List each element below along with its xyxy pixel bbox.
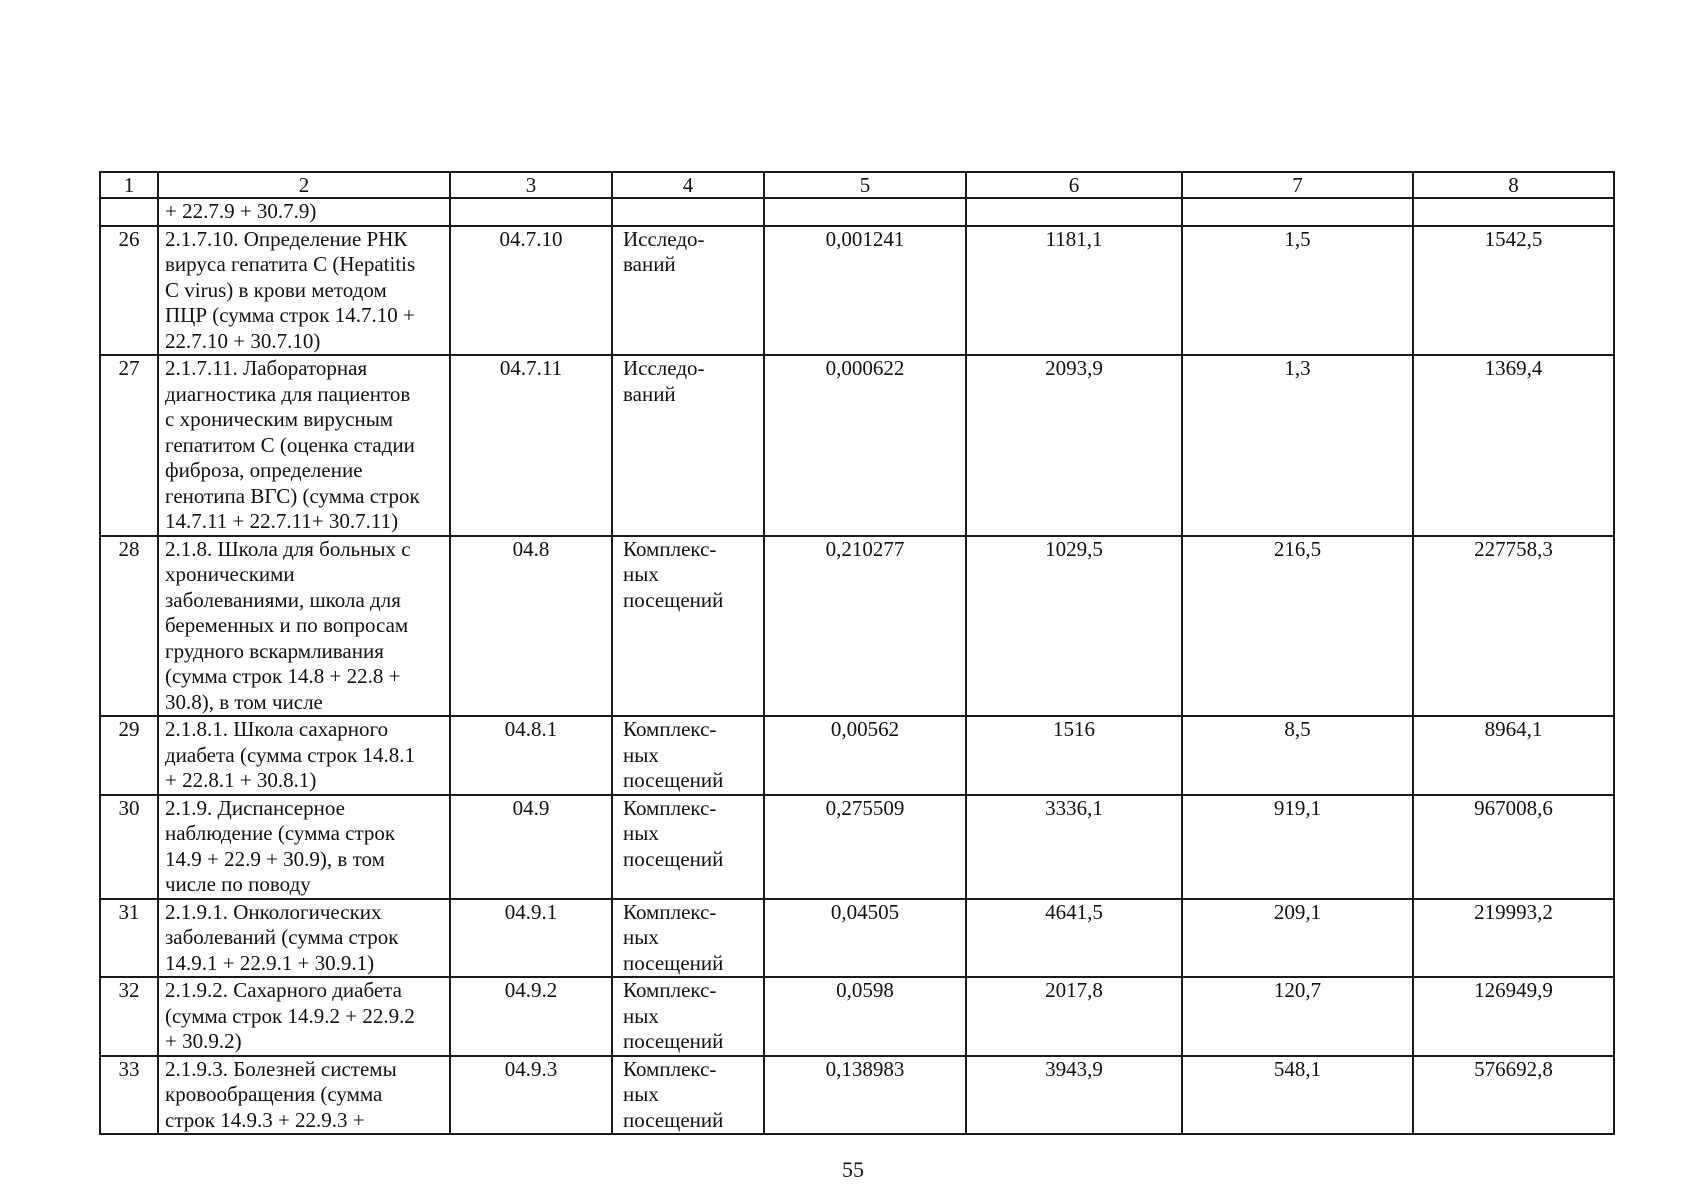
value-cell-col7: [1182, 198, 1413, 226]
row-number-cell: 27: [100, 355, 158, 536]
description-cell: [158, 355, 450, 536]
code-cell: 04.7.11: [450, 355, 612, 536]
description-cell: [158, 899, 450, 978]
value-cell-col8: 227758,3: [1413, 536, 1614, 717]
unit-cell: [612, 899, 764, 978]
value-cell-col5: 0,001241: [764, 226, 966, 356]
value-cell-col5: 0,210277: [764, 536, 966, 717]
description-line: (сумма строк 14.8 + 22.8 +: [165, 664, 401, 688]
description-cell: [158, 977, 450, 1056]
unit-line: посещений: [623, 587, 724, 612]
unit-cell: [612, 226, 764, 356]
column-header-4: 4: [612, 172, 764, 198]
value-cell-col6: 4641,5: [966, 899, 1182, 978]
description-line: 2.1.8. Школа для больных с: [165, 536, 411, 561]
description-line: фиброза, определение: [165, 458, 363, 482]
unit-line: ваний: [623, 381, 676, 406]
table-body: [100, 198, 1614, 1134]
value-cell-col7: 216,5: [1182, 536, 1413, 717]
description-line: гепатитом С (оценка стадии: [165, 432, 415, 457]
value-cell-col8: [1413, 198, 1614, 226]
value-cell-col8: 8964,1: [1413, 716, 1614, 795]
description-line: С virus) в крови методом: [165, 277, 387, 302]
code-cell: 04.8.1: [450, 716, 612, 795]
description-line: числе по поводу: [165, 872, 311, 896]
unit-line: Комплекс-: [623, 717, 717, 741]
column-header-2: 2: [158, 172, 450, 198]
description-line: + 22.7.9 + 30.7.9): [165, 199, 317, 223]
description-line: генотипа ВГС) (сумма строк: [165, 483, 420, 508]
row-number-cell: 26: [100, 226, 158, 356]
description-line: строк 14.9.3 + 22.9.3 +: [165, 1107, 365, 1132]
unit-line: ных: [623, 821, 659, 845]
value-cell-col7: 548,1: [1182, 1056, 1413, 1135]
description-cell: [158, 1056, 450, 1135]
column-header-5: 5: [764, 172, 966, 198]
description-line: диагностика для пациентов: [165, 381, 411, 406]
unit-line: Комплекс-: [623, 1056, 717, 1081]
code-cell: 04.9.2: [450, 977, 612, 1056]
value-cell-col7: 1,5: [1182, 226, 1413, 356]
description-line: 2.1.9.3. Болезней системы: [165, 1056, 397, 1081]
description-line: 2.1.9. Диспансерное: [165, 795, 345, 820]
value-cell-col6: 2017,8: [966, 977, 1182, 1056]
continuation-row: [100, 198, 1614, 226]
description-line: наблюдение (сумма строк: [165, 821, 396, 845]
value-cell-col7: 209,1: [1182, 899, 1413, 978]
value-cell-col5: 0,000622: [764, 355, 966, 536]
unit-line: Исследо-: [623, 226, 705, 251]
description-line: заболеваниями, школа для: [165, 587, 401, 612]
row-number-cell: [100, 198, 158, 226]
description-cell: [158, 198, 450, 226]
description-line: 30.8), в том числе: [165, 689, 323, 714]
table-row: [100, 536, 1614, 717]
description-line: заболеваний (сумма строк: [165, 925, 399, 949]
description-line: + 22.8.1 + 30.8.1): [165, 768, 317, 792]
unit-line: ных: [623, 1003, 659, 1028]
code-cell: 04.7.10: [450, 226, 612, 356]
description-line: хроническими: [165, 562, 295, 586]
row-number-cell: 30: [100, 795, 158, 899]
value-cell-col8: 967008,6: [1413, 795, 1614, 899]
column-header-7: 7: [1182, 172, 1413, 198]
value-cell-col6: [966, 198, 1182, 226]
description-line: 2.1.7.10. Определение РНК: [165, 226, 408, 251]
value-cell-col6: 1029,5: [966, 536, 1182, 717]
description-line: диабета (сумма строк 14.8.1: [165, 742, 415, 767]
row-number-cell: 33: [100, 1056, 158, 1135]
description-line: 14.9.1 + 22.9.1 + 30.9.1): [165, 950, 375, 975]
table-row: [100, 977, 1614, 1056]
description-cell: [158, 536, 450, 717]
description-line: беременных и по вопросам: [165, 613, 409, 637]
description-line: 2.1.7.11. Лабораторная: [165, 356, 368, 380]
description-cell: [158, 716, 450, 795]
value-cell-col6: 1181,1: [966, 226, 1182, 356]
unit-line: посещений: [623, 950, 724, 975]
value-cell-col7: 919,1: [1182, 795, 1413, 899]
description-line: 2.1.9.1. Онкологических: [165, 899, 382, 924]
column-number-row: [100, 172, 1614, 198]
value-cell-col7: 120,7: [1182, 977, 1413, 1056]
unit-line: посещений: [623, 1107, 724, 1132]
unit-line: посещений: [623, 768, 724, 792]
unit-line: ваний: [623, 252, 676, 276]
table-row: [100, 899, 1614, 978]
value-cell-col6: 3943,9: [966, 1056, 1182, 1135]
value-cell-col7: 1,3: [1182, 355, 1413, 536]
value-cell-col5: 0,0598: [764, 977, 966, 1056]
unit-cell: [612, 198, 764, 226]
value-cell-col5: [764, 198, 966, 226]
unit-line: ных: [623, 1082, 659, 1106]
code-cell: 04.9.3: [450, 1056, 612, 1135]
unit-cell: [612, 536, 764, 717]
value-cell-col8: 126949,9: [1413, 977, 1614, 1056]
description-cell: [158, 795, 450, 899]
value-cell-col8: 1369,4: [1413, 355, 1614, 536]
value-cell-col5: 0,04505: [764, 899, 966, 978]
row-number-cell: 32: [100, 977, 158, 1056]
unit-cell: [612, 977, 764, 1056]
table-row: [100, 355, 1614, 536]
value-cell-col8: 219993,2: [1413, 899, 1614, 978]
description-line: 2.1.8.1. Школа сахарного: [165, 717, 389, 741]
description-line: кровообращения (сумма: [165, 1082, 383, 1106]
unit-line: Комплекс-: [623, 899, 717, 924]
table-row: [100, 795, 1614, 899]
column-header-3: 3: [450, 172, 612, 198]
value-cell-col5: 0,275509: [764, 795, 966, 899]
description-line: с хроническим вирусным: [165, 407, 394, 431]
column-header-6: 6: [966, 172, 1182, 198]
table-row: [100, 716, 1614, 795]
code-cell: 04.9: [450, 795, 612, 899]
description-line: 14.7.11 + 22.7.11+ 30.7.11): [165, 509, 399, 533]
unit-cell: [612, 1056, 764, 1135]
table-row: [100, 226, 1614, 356]
description-cell: [158, 226, 450, 356]
value-cell-col5: 0,00562: [764, 716, 966, 795]
column-header-8: 8: [1413, 172, 1614, 198]
value-cell-col7: 8,5: [1182, 716, 1413, 795]
description-line: 22.7.10 + 30.7.10): [165, 328, 321, 353]
value-cell-col6: 1516: [966, 716, 1182, 795]
page-number: 55: [842, 1157, 864, 1182]
description-line: + 30.9.2): [165, 1029, 242, 1053]
unit-line: посещений: [623, 846, 724, 871]
value-cell-col6: 3336,1: [966, 795, 1182, 899]
unit-line: ных: [623, 562, 659, 586]
value-cell-col6: 2093,9: [966, 355, 1182, 536]
description-line: (сумма строк 14.9.2 + 22.9.2: [165, 1003, 415, 1028]
row-number-cell: 28: [100, 536, 158, 717]
value-cell-col5: 0,138983: [764, 1056, 966, 1135]
unit-cell: [612, 716, 764, 795]
unit-line: Исследо-: [623, 356, 705, 380]
column-header-1: 1: [100, 172, 158, 198]
code-cell: [450, 198, 612, 226]
unit-line: Комплекс-: [623, 536, 717, 561]
description-line: грудного вскармливания: [165, 638, 384, 663]
description-line: 2.1.9.2. Сахарного диабета: [165, 978, 402, 1002]
unit-cell: [612, 795, 764, 899]
code-cell: 04.9.1: [450, 899, 612, 978]
unit-line: Комплекс-: [623, 978, 717, 1002]
row-number-cell: 29: [100, 716, 158, 795]
unit-line: ных: [623, 742, 659, 767]
value-cell-col8: 576692,8: [1413, 1056, 1614, 1135]
code-cell: 04.8: [450, 536, 612, 717]
description-line: 14.9 + 22.9 + 30.9), в том: [165, 846, 385, 871]
unit-line: посещений: [623, 1029, 724, 1053]
unit-line: ных: [623, 925, 659, 949]
value-cell-col8: 1542,5: [1413, 226, 1614, 356]
description-line: вируса гепатита С (Hepatitis: [165, 252, 416, 276]
table-row: [100, 1056, 1614, 1135]
unit-cell: [612, 355, 764, 536]
unit-line: Комплекс-: [623, 795, 717, 820]
description-line: ПЦР (сумма строк 14.7.10 +: [165, 303, 415, 327]
data-table: [99, 171, 1615, 1135]
row-number-cell: 31: [100, 899, 158, 978]
